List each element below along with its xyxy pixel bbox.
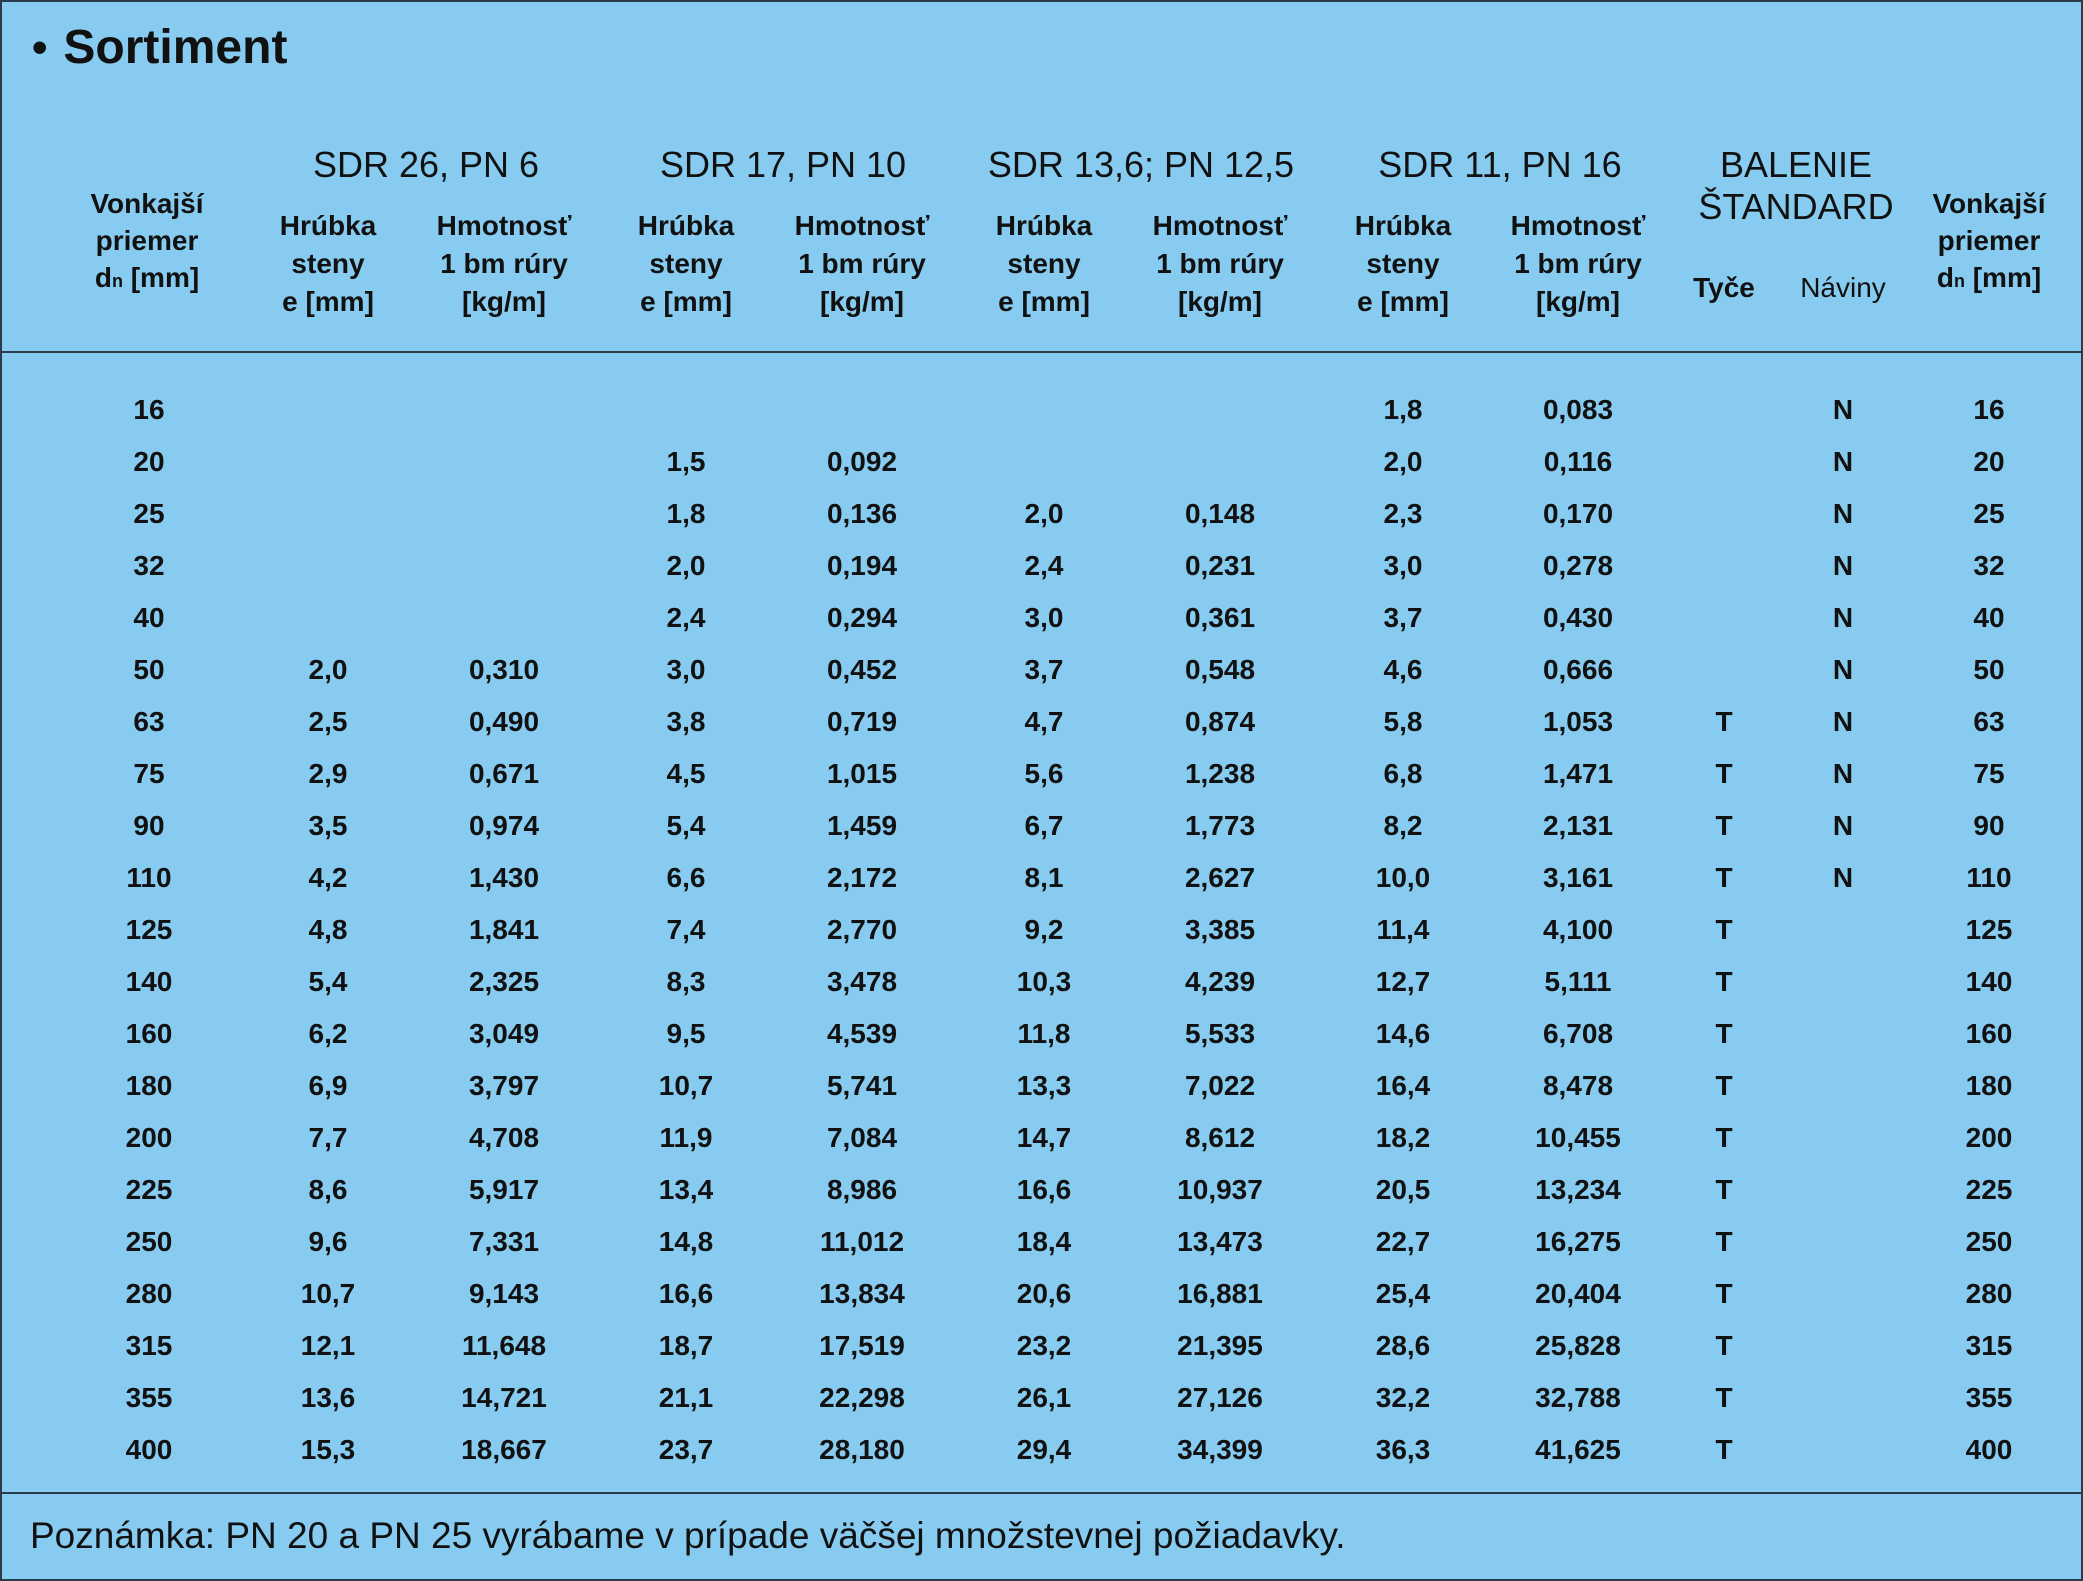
cell-sdr13-6-wall: 10,3: [1016, 966, 1072, 997]
cell-sdr11-wall: 36,3: [1375, 1434, 1431, 1465]
cell-sdr13-6-wall: 20,6: [1016, 1278, 1072, 1309]
cell-outer-diameter-right: 63: [1973, 706, 2005, 737]
cell-coils-mark: [1768, 1060, 1918, 1112]
cell-sdr11-wall: 20,5: [1375, 1174, 1431, 1205]
cell-rods-mark: T: [1715, 810, 1733, 841]
cell-sdr17-weight: 1,015: [826, 758, 898, 789]
cell-sdr11-weight: 32,788: [1535, 1382, 1621, 1413]
packaging-header: BALENIE ŠTANDARD: [1698, 144, 1894, 227]
cell-sdr26-wall: 9,6: [308, 1226, 348, 1257]
cell-sdr26-wall: 2,9: [308, 758, 348, 789]
cell-sdr13-6-weight: 16,881: [1177, 1278, 1263, 1309]
cell-sdr11-wall: 32,2: [1375, 1382, 1431, 1413]
cell-sdr11-wall: 10,0: [1375, 862, 1431, 893]
cell-outer-diameter-right: 110: [1966, 862, 2012, 893]
cell-sdr11-wall: 4,6: [1383, 654, 1423, 685]
table-row: [2, 1320, 2081, 1372]
cell-sdr17-wall: 13,4: [658, 1174, 714, 1205]
rods-header: Tyče: [1693, 272, 1755, 303]
cell-sdr11-wall: 5,8: [1383, 706, 1423, 737]
cell-sdr17-weight: 5,741: [826, 1070, 898, 1101]
cell-sdr26-weight: 7,331: [468, 1226, 540, 1257]
table-row: [2, 696, 2081, 748]
cell-outer-diameter-right: 250: [1965, 1226, 2013, 1257]
cell-sdr13-6-wall: 2,4: [1024, 550, 1064, 581]
cell-sdr13-6-weight: 0,874: [1184, 706, 1256, 737]
cell-sdr17-wall: 6,6: [666, 862, 706, 893]
cell-sdr13-6-weight: 21,395: [1177, 1330, 1263, 1361]
cell-sdr13-6-wall: 26,1: [1016, 1382, 1072, 1413]
table-row: [2, 1268, 2081, 1320]
cell-sdr17-weight: 0,136: [826, 498, 898, 529]
cell-sdr26-weight: 9,143: [468, 1278, 540, 1309]
cell-sdr17-weight: [787, 384, 937, 436]
cell-outer-diameter-right: 200: [1965, 1122, 2013, 1153]
cell-coils-mark: [1768, 1424, 1918, 1476]
cell-outer-diameter-right: 125: [1965, 914, 2013, 945]
cell-rods-mark: T: [1715, 1122, 1733, 1153]
cell-sdr17-wall: 18,7: [658, 1330, 714, 1361]
cell-sdr13-6-wall: 9,2: [1024, 914, 1064, 945]
table-row: [2, 1424, 2081, 1476]
cell-sdr17-weight: 0,294: [826, 602, 898, 633]
wall-thickness-header: Hrúbka steny e [mm]: [1354, 210, 1452, 317]
group-header-sdr17: SDR 17, PN 10: [659, 144, 907, 185]
cell-sdr11-weight: 20,404: [1535, 1278, 1621, 1309]
cell-sdr26-wall: 5,4: [308, 966, 348, 997]
cell-sdr11-wall: 11,4: [1376, 914, 1430, 945]
cell-sdr11-weight: 5,111: [1544, 966, 1612, 997]
cell-sdr26-wall: 3,5: [308, 810, 348, 841]
cell-outer-diameter-right: 20: [1973, 446, 2005, 477]
cell-outer-diameter-right: 400: [1965, 1434, 2013, 1465]
cell-sdr17-wall: 3,8: [666, 706, 706, 737]
cell-sdr26-wall: [253, 592, 403, 644]
cell-sdr17-wall: 10,7: [658, 1070, 714, 1101]
cell-sdr11-wall: 8,2: [1383, 810, 1423, 841]
cell-sdr11-weight: 6,708: [1542, 1018, 1614, 1049]
cell-sdr13-6-weight: 10,937: [1177, 1174, 1263, 1205]
cell-outer-diameter-right: 160: [1965, 1018, 2013, 1049]
cell-sdr26-weight: 2,325: [468, 966, 540, 997]
group-header-sdr26: SDR 26, PN 6: [312, 144, 540, 185]
cell-sdr17-weight: 1,459: [826, 810, 898, 841]
cell-sdr11-wall: 6,8: [1383, 758, 1423, 789]
cell-outer-diameter: 160: [125, 1018, 173, 1049]
cell-sdr11-wall: 3,0: [1383, 550, 1423, 581]
cell-sdr17-weight: 3,478: [826, 966, 898, 997]
cell-outer-diameter-right: 50: [1973, 654, 2005, 685]
cell-sdr13-6-weight: 0,361: [1184, 602, 1256, 633]
cell-sdr11-wall: 16,4: [1375, 1070, 1431, 1101]
cell-coils-mark: N: [1832, 394, 1854, 425]
cell-sdr11-weight: 4,100: [1542, 914, 1614, 945]
cell-sdr17-wall: 2,4: [666, 602, 706, 633]
cell-sdr26-wall: 2,0: [308, 654, 348, 685]
note-divider: [2, 1492, 2081, 1494]
cell-outer-diameter: 63: [133, 706, 165, 737]
cell-sdr26-weight: [429, 384, 579, 436]
cell-sdr11-weight: 1,471: [1542, 758, 1614, 789]
cell-sdr11-wall: 25,4: [1375, 1278, 1431, 1309]
table-row: [2, 644, 2081, 696]
weight-header: Hmotnosť 1 bm rúry [kg/m]: [436, 210, 572, 317]
cell-sdr17-weight: 0,452: [826, 654, 898, 685]
cell-sdr11-wall: 2,0: [1383, 446, 1423, 477]
cell-sdr11-wall: 12,7: [1375, 966, 1431, 997]
cell-sdr26-weight: 0,671: [468, 758, 540, 789]
cell-outer-diameter: 140: [125, 966, 173, 997]
table-row: [2, 852, 2081, 904]
cell-sdr13-6-wall: 23,2: [1016, 1330, 1072, 1361]
cell-sdr11-weight: 0,083: [1542, 394, 1614, 425]
section-heading: [32, 20, 287, 75]
cell-sdr13-6-weight: 1,238: [1184, 758, 1256, 789]
cell-sdr13-6-wall: 11,8: [1017, 1018, 1071, 1049]
cell-sdr17-wall: 8,3: [666, 966, 706, 997]
cell-sdr11-wall: 2,3: [1383, 498, 1423, 529]
cell-sdr11-wall: 18,2: [1375, 1122, 1431, 1153]
cell-sdr13-6-wall: [969, 384, 1119, 436]
cell-sdr13-6-weight: 3,385: [1184, 914, 1256, 945]
cell-sdr26-wall: 12,1: [300, 1330, 356, 1361]
group-header-sdr13-6: SDR 13,6; PN 12,5: [987, 144, 1295, 185]
cell-coils-mark: [1768, 1372, 1918, 1424]
cell-sdr17-wall: 4,5: [666, 758, 706, 789]
cell-sdr17-wall: 5,4: [666, 810, 706, 841]
cell-sdr17-weight: 7,084: [826, 1122, 898, 1153]
coils-header: Náviny: [1800, 272, 1886, 303]
outer-diameter-header-right: Vonkajší priemer dn [mm]: [1932, 188, 2046, 293]
cell-rods-mark: T: [1715, 914, 1733, 945]
cell-rods-mark: T: [1715, 1226, 1733, 1257]
cell-outer-diameter-right: 90: [1973, 810, 2005, 841]
cell-rods-mark: T: [1715, 1434, 1733, 1465]
table-row: [2, 956, 2081, 1008]
table-row: [2, 1164, 2081, 1216]
cell-outer-diameter-right: 140: [1965, 966, 2013, 997]
cell-outer-diameter: 250: [125, 1226, 173, 1257]
cell-sdr11-weight: 25,828: [1535, 1330, 1621, 1361]
cell-sdr17-weight: 17,519: [819, 1330, 905, 1361]
cell-sdr26-wall: [253, 384, 403, 436]
cell-sdr26-wall: 4,8: [308, 914, 348, 945]
cell-sdr26-weight: 4,708: [468, 1122, 540, 1153]
cell-sdr13-6-weight: 1,773: [1184, 810, 1256, 841]
cell-coils-mark: N: [1832, 654, 1854, 685]
cell-sdr26-weight: 3,049: [468, 1018, 540, 1049]
cell-sdr26-wall: 2,5: [308, 706, 348, 737]
cell-sdr13-6-weight: 5,533: [1184, 1018, 1256, 1049]
cell-sdr13-6-wall: 14,7: [1016, 1122, 1072, 1153]
cell-coils-mark: N: [1832, 602, 1854, 633]
outer-diameter-header-left: Vonkajší priemer dn [mm]: [90, 188, 204, 293]
bullet-icon: •: [32, 22, 48, 72]
cell-outer-diameter-right: 225: [1965, 1174, 2013, 1205]
cell-rods-mark: T: [1715, 758, 1733, 789]
cell-sdr11-weight: 3,161: [1542, 862, 1614, 893]
cell-sdr26-weight: [429, 436, 579, 488]
cell-sdr13-6-wall: 3,7: [1024, 654, 1064, 685]
cell-sdr13-6-weight: 8,612: [1184, 1122, 1256, 1153]
cell-sdr13-6-wall: 8,1: [1024, 862, 1064, 893]
cell-coils-mark: N: [1832, 550, 1854, 581]
cell-coils-mark: N: [1832, 706, 1854, 737]
cell-sdr26-wall: 4,2: [308, 862, 348, 893]
cell-sdr13-6-weight: 0,231: [1184, 550, 1256, 581]
cell-sdr17-weight: 4,539: [826, 1018, 898, 1049]
cell-coils-mark: N: [1832, 758, 1854, 789]
cell-sdr13-6-wall: 5,6: [1024, 758, 1064, 789]
cell-sdr17-weight: 0,719: [826, 706, 898, 737]
wall-thickness-header: Hrúbka steny e [mm]: [995, 210, 1093, 317]
cell-sdr17-wall: [611, 384, 761, 436]
cell-sdr17-weight: 2,172: [826, 862, 898, 893]
cell-sdr17-wall: 21,1: [658, 1382, 714, 1413]
cell-sdr13-6-weight: 0,148: [1184, 498, 1256, 529]
cell-outer-diameter: 16: [133, 394, 165, 425]
cell-sdr13-6-wall: 3,0: [1024, 602, 1064, 633]
cell-sdr13-6-weight: 2,627: [1184, 862, 1256, 893]
table-row: [2, 904, 2081, 956]
cell-sdr13-6-wall: 13,3: [1016, 1070, 1072, 1101]
cell-sdr26-weight: [429, 540, 579, 592]
cell-sdr26-weight: [429, 592, 579, 644]
cell-sdr11-weight: 13,234: [1535, 1174, 1621, 1205]
cell-outer-diameter: 25: [133, 498, 165, 529]
weight-header: Hmotnosť 1 bm rúry [kg/m]: [794, 210, 930, 317]
cell-sdr13-6-weight: 13,473: [1177, 1226, 1263, 1257]
cell-coils-mark: [1768, 1164, 1918, 1216]
cell-sdr26-weight: 1,841: [468, 914, 540, 945]
cell-coils-mark: N: [1832, 810, 1854, 841]
cell-sdr26-wall: 6,2: [308, 1018, 348, 1049]
header-divider: [2, 351, 2081, 353]
wall-thickness-header: Hrúbka steny e [mm]: [637, 210, 735, 317]
cell-sdr11-weight: 10,455: [1535, 1122, 1621, 1153]
cell-rods-mark: T: [1715, 1330, 1733, 1361]
cell-outer-diameter: 400: [125, 1434, 173, 1465]
cell-coils-mark: [1768, 1320, 1918, 1372]
cell-outer-diameter: 90: [133, 810, 165, 841]
cell-sdr26-wall: 8,6: [308, 1174, 348, 1205]
cell-rods-mark: T: [1715, 1070, 1733, 1101]
cell-outer-diameter-right: 40: [1973, 602, 2005, 633]
cell-sdr13-6-weight: [1145, 384, 1295, 436]
cell-coils-mark: [1768, 904, 1918, 956]
cell-rods-mark: T: [1715, 1382, 1733, 1413]
cell-outer-diameter-right: 280: [1965, 1278, 2013, 1309]
cell-sdr17-wall: 2,0: [666, 550, 706, 581]
cell-sdr26-wall: 10,7: [300, 1278, 356, 1309]
cell-rods-mark: T: [1715, 1018, 1733, 1049]
cell-sdr13-6-weight: 7,022: [1184, 1070, 1256, 1101]
cell-sdr17-weight: 8,986: [826, 1174, 898, 1205]
cell-sdr17-weight: 0,092: [826, 446, 898, 477]
cell-sdr11-weight: 16,275: [1535, 1226, 1621, 1257]
cell-sdr26-wall: [253, 436, 403, 488]
cell-outer-diameter: 20: [133, 446, 165, 477]
cell-sdr13-6-wall: 4,7: [1024, 706, 1064, 737]
cell-sdr11-wall: 28,6: [1375, 1330, 1431, 1361]
cell-coils-mark: [1768, 1268, 1918, 1320]
cell-coils-mark: N: [1832, 446, 1854, 477]
cell-sdr13-6-weight: 27,126: [1177, 1382, 1263, 1413]
cell-sdr17-wall: 23,7: [658, 1434, 714, 1465]
group-header-sdr11: SDR 11, PN 16: [1378, 144, 1622, 185]
cell-sdr17-weight: 11,012: [819, 1226, 905, 1257]
cell-sdr17-wall: 14,8: [658, 1226, 714, 1257]
cell-rods-mark: T: [1715, 1174, 1733, 1205]
weight-header: Hmotnosť 1 bm rúry [kg/m]: [1510, 210, 1646, 317]
table-row: [2, 592, 2081, 644]
cell-rods-mark: T: [1715, 966, 1733, 997]
cell-coils-mark: [1768, 956, 1918, 1008]
cell-outer-diameter: 200: [125, 1122, 173, 1153]
cell-sdr11-weight: 8,478: [1542, 1070, 1614, 1101]
table-row: [2, 488, 2081, 540]
cell-outer-diameter: 125: [125, 914, 173, 945]
table-row: [2, 540, 2081, 592]
cell-sdr26-weight: 1,430: [468, 862, 540, 893]
cell-sdr17-wall: 1,8: [666, 498, 706, 529]
cell-sdr13-6-wall: 6,7: [1024, 810, 1064, 841]
cell-sdr13-6-weight: 4,239: [1184, 966, 1256, 997]
cell-outer-diameter-right: 315: [1965, 1330, 2013, 1361]
cell-sdr26-weight: 0,490: [468, 706, 540, 737]
wall-thickness-header: Hrúbka steny e [mm]: [279, 210, 377, 317]
cell-sdr26-wall: 7,7: [308, 1122, 348, 1153]
cell-sdr13-6-wall: [969, 436, 1119, 488]
cell-sdr13-6-weight: 0,548: [1184, 654, 1256, 685]
cell-sdr17-weight: 2,770: [826, 914, 898, 945]
cell-sdr17-weight: 13,834: [819, 1278, 905, 1309]
cell-sdr17-weight: 28,180: [819, 1434, 905, 1465]
sortiment-table-body: [2, 384, 2081, 1476]
cell-sdr11-wall: 3,7: [1383, 602, 1423, 633]
table-row: [2, 384, 2081, 436]
cell-outer-diameter: 50: [133, 654, 165, 685]
cell-sdr11-weight: 41,625: [1535, 1434, 1621, 1465]
cell-outer-diameter: 110: [126, 862, 172, 893]
table-row: [2, 800, 2081, 852]
cell-outer-diameter: 315: [125, 1330, 173, 1361]
cell-rods-mark: T: [1715, 862, 1733, 893]
cell-outer-diameter: 75: [133, 758, 165, 789]
cell-coils-mark: [1768, 1216, 1918, 1268]
cell-sdr11-weight: 0,666: [1542, 654, 1614, 685]
cell-outer-diameter-right: 355: [1965, 1382, 2013, 1413]
cell-sdr26-weight: 5,917: [468, 1174, 540, 1205]
weight-header: Hmotnosť 1 bm rúry [kg/m]: [1152, 210, 1288, 317]
cell-sdr17-wall: 16,6: [658, 1278, 714, 1309]
cell-sdr26-wall: 13,6: [300, 1382, 356, 1413]
cell-outer-diameter: 40: [133, 602, 165, 633]
cell-sdr26-weight: 3,797: [468, 1070, 540, 1101]
cell-outer-diameter-right: 180: [1965, 1070, 2013, 1101]
cell-sdr17-wall: 3,0: [666, 654, 706, 685]
cell-sdr26-weight: 0,974: [468, 810, 540, 841]
cell-outer-diameter: 180: [125, 1070, 173, 1101]
cell-outer-diameter-right: 32: [1973, 550, 2005, 581]
cell-sdr26-weight: 0,310: [468, 654, 540, 685]
section-title: Sortiment: [63, 21, 288, 74]
cell-sdr17-wall: 1,5: [666, 446, 706, 477]
cell-outer-diameter: 355: [125, 1382, 173, 1413]
cell-coils-mark: N: [1832, 498, 1854, 529]
cell-sdr11-weight: 1,053: [1542, 706, 1614, 737]
cell-sdr13-6-wall: 2,0: [1024, 498, 1064, 529]
cell-sdr26-weight: 18,667: [461, 1434, 547, 1465]
table-row: [2, 1112, 2081, 1164]
cell-outer-diameter: 225: [125, 1174, 173, 1205]
cell-sdr26-wall: [253, 540, 403, 592]
cell-sdr11-wall: 1,8: [1383, 394, 1423, 425]
cell-sdr17-weight: 0,194: [826, 550, 898, 581]
table-row: [2, 1008, 2081, 1060]
cell-outer-diameter-right: 16: [1973, 394, 2005, 425]
cell-outer-diameter: 280: [125, 1278, 173, 1309]
cell-sdr17-wall: 9,5: [666, 1018, 706, 1049]
cell-outer-diameter-right: 75: [1973, 758, 2005, 789]
cell-sdr13-6-weight: 34,399: [1177, 1434, 1263, 1465]
cell-coils-mark: N: [1832, 862, 1854, 893]
cell-coils-mark: [1768, 1008, 1918, 1060]
cell-sdr17-wall: 7,4: [666, 914, 706, 945]
cell-sdr11-weight: 0,430: [1542, 602, 1614, 633]
table-row: [2, 1372, 2081, 1424]
cell-sdr13-6-wall: 18,4: [1016, 1226, 1072, 1257]
cell-sdr26-weight: 14,721: [461, 1382, 547, 1413]
table-row: [2, 1060, 2081, 1112]
table-row: [2, 1216, 2081, 1268]
cell-rods-mark: T: [1715, 1278, 1733, 1309]
cell-coils-mark: [1768, 1112, 1918, 1164]
cell-rods-mark: T: [1715, 706, 1733, 737]
table-row: [2, 748, 2081, 800]
cell-sdr26-weight: 11,648: [461, 1330, 547, 1361]
cell-sdr17-wall: 11,9: [659, 1122, 713, 1153]
cell-sdr13-6-wall: 29,4: [1016, 1434, 1072, 1465]
cell-sdr11-weight: 0,278: [1542, 550, 1614, 581]
cell-sdr11-weight: 0,170: [1542, 498, 1614, 529]
cell-sdr17-weight: 22,298: [819, 1382, 905, 1413]
cell-sdr11-wall: 22,7: [1375, 1226, 1431, 1257]
cell-sdr13-6-weight: [1145, 436, 1295, 488]
cell-sdr26-wall: 6,9: [308, 1070, 348, 1101]
cell-sdr11-weight: 0,116: [1543, 446, 1613, 477]
cell-sdr13-6-wall: 16,6: [1016, 1174, 1072, 1205]
cell-sdr11-weight: 2,131: [1542, 810, 1614, 841]
cell-sdr26-wall: 15,3: [300, 1434, 356, 1465]
cell-sdr26-weight: [429, 488, 579, 540]
cell-outer-diameter-right: 25: [1973, 498, 2005, 529]
cell-sdr26-wall: [253, 488, 403, 540]
cell-outer-diameter: 32: [133, 550, 165, 581]
footnote: Poznámka: PN 20 a PN 25 vyrábame v prípade väčšej množstevnej požiadavky.: [30, 1515, 1346, 1556]
table-row: [2, 436, 2081, 488]
cell-sdr11-wall: 14,6: [1375, 1018, 1431, 1049]
